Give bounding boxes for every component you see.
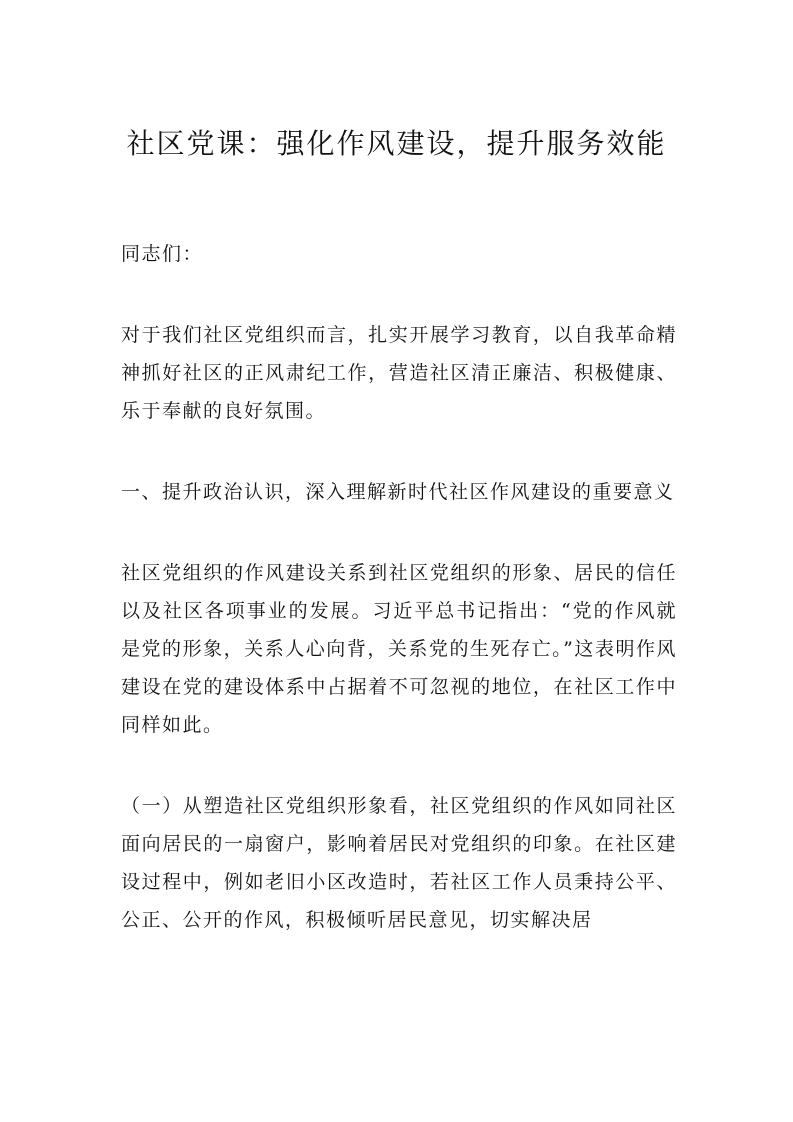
paragraph-gap xyxy=(121,430,677,473)
subsection-paragraph-1: （一）从塑造社区党组织形象看，社区党组织的作风如同社区面向居民的一扇窗户，影响着居民对党组织的印象。在社区建设过程中，例如老旧小区改造时，若社区工作人员秉持公平、公正、公开的作风，积极倾听居民意见，切实解决居 xyxy=(121,795,677,931)
paragraph-gap xyxy=(121,511,677,554)
section-heading-1: 一、提升政治认识，深入理解新时代社区作风建设的重要意义 xyxy=(121,481,675,503)
intro-paragraph: 对于我们社区党组织而言，扎实开展学习教育，以自我革命精神抓好社区的正风肃纪工作，营造社区清正廉洁、积极健康、乐于奉献的良好氛围。 xyxy=(121,324,677,422)
document-title: 社区党课：强化作风建设，提升服务效能 xyxy=(126,127,667,160)
paragraph-gap xyxy=(121,744,677,787)
paragraph-gap xyxy=(121,273,677,316)
salutation: 同志们： xyxy=(121,243,204,265)
body-paragraph: 社区党组织的作风建设关系到社区党组织的形象、居民的信任以及社区各项事业的发展。习近平总书记指出：“党的作风就是党的形象，关系人心向背，关系党的生死存亡。”这表明作风建设在党的建设体系中占据着不可忽视的地位，在社区工作中同样如此。 xyxy=(121,562,677,736)
document-body xyxy=(121,235,677,939)
